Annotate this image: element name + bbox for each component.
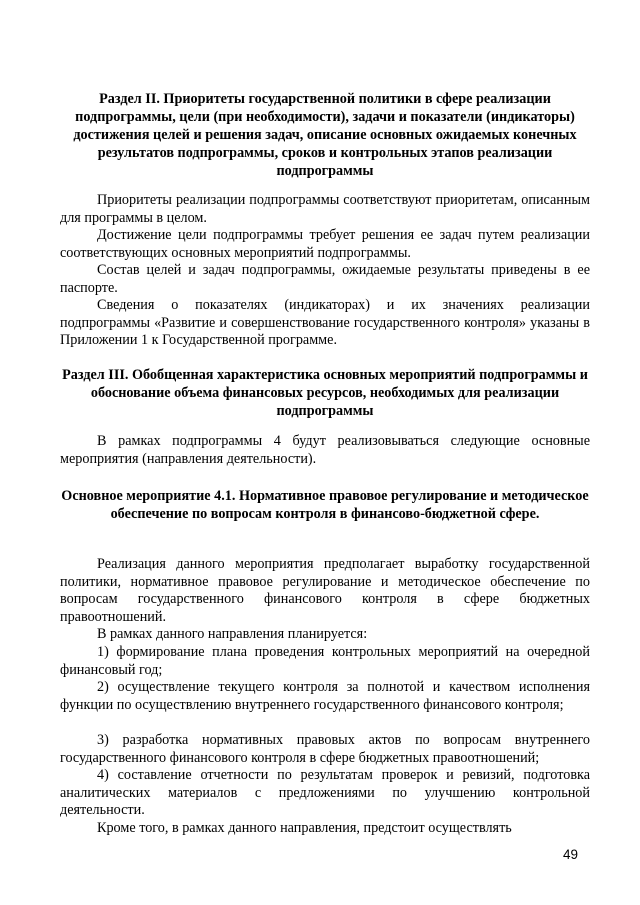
- measure-paragraph-2: В рамках данного направления планируется:: [97, 626, 368, 642]
- section-3-paragraph-1: В рамках подпрограммы 4 будут реализовываться следующие основные мероприятия (направления деятельности).: [60, 433, 590, 467]
- measure-list-item-4: 4) составление отчетности по результатам проверок и ревизий, подготовка аналитических материалов с предложениями по улучшению контрольной деятельности.: [60, 767, 590, 819]
- section-2-paragraph-3: Состав целей и задач подпрограммы, ожидаемые результаты приведены в ее паспорте.: [60, 262, 590, 296]
- measure-paragraph-last: Кроме того, в рамках данного направления, предстоит осуществлять: [97, 820, 512, 836]
- section-3-heading: Раздел III. Обобщенная характеристика основных мероприятий подпрограммы и обоснование объема финансовых ресурсов, необходимых для реализации подпрограммы: [62, 367, 588, 419]
- section-2-paragraph-4: Сведения о показателях (индикаторах) и их значениях реализации подпрограммы «Развитие и совершенствование государственного контроля» указаны в Приложении 1 к Государственной программе.: [60, 297, 590, 349]
- measure-list-item-2: 2) осуществление текущего контроля за полнотой и качеством исполнения функции по осуществлению внутреннего государственного финансового контроля;: [60, 679, 590, 713]
- section-2-heading: Раздел II. Приоритеты государственной политики в сфере реализации подпрограммы, цели (при необходимости), задачи и показатели (индикаторы) достижения целей и решения задач, описание основных ожидаемых конечных результатов подпрограммы, сроков и контрольных этапов реализации подпрограммы: [73, 91, 577, 179]
- section-2-paragraph-2: Достижение цели подпрограммы требует решения ее задач путем реализации соответствующих основных мероприятий подпрограммы.: [60, 227, 590, 261]
- measure-list-item-1: 1) формирование плана проведения контрольных мероприятий на очередной финансовый год;: [60, 644, 590, 678]
- measure-4-1-heading: Основное мероприятие 4.1. Нормативное правовое регулирование и методическое обеспечение по вопросам контроля в финансово-бюджетной сфере.: [61, 488, 589, 522]
- page-number: 49: [562, 847, 578, 862]
- measure-list-item-3: 3) разработка нормативных правовых актов по вопросам внутреннего государственного финансового контроля в сфере бюджетных правоотношений;: [60, 732, 590, 766]
- section-2-paragraph-1: Приоритеты реализации подпрограммы соответствуют приоритетам, описанным для программы в целом.: [60, 192, 590, 226]
- measure-paragraph-1: Реализация данного мероприятия предполагает выработку государственной политики, нормативное правовое регулирование и методическое обеспечение по вопросам государственного финансового контроля в сфере бюджетных правоотношений.: [60, 556, 590, 625]
